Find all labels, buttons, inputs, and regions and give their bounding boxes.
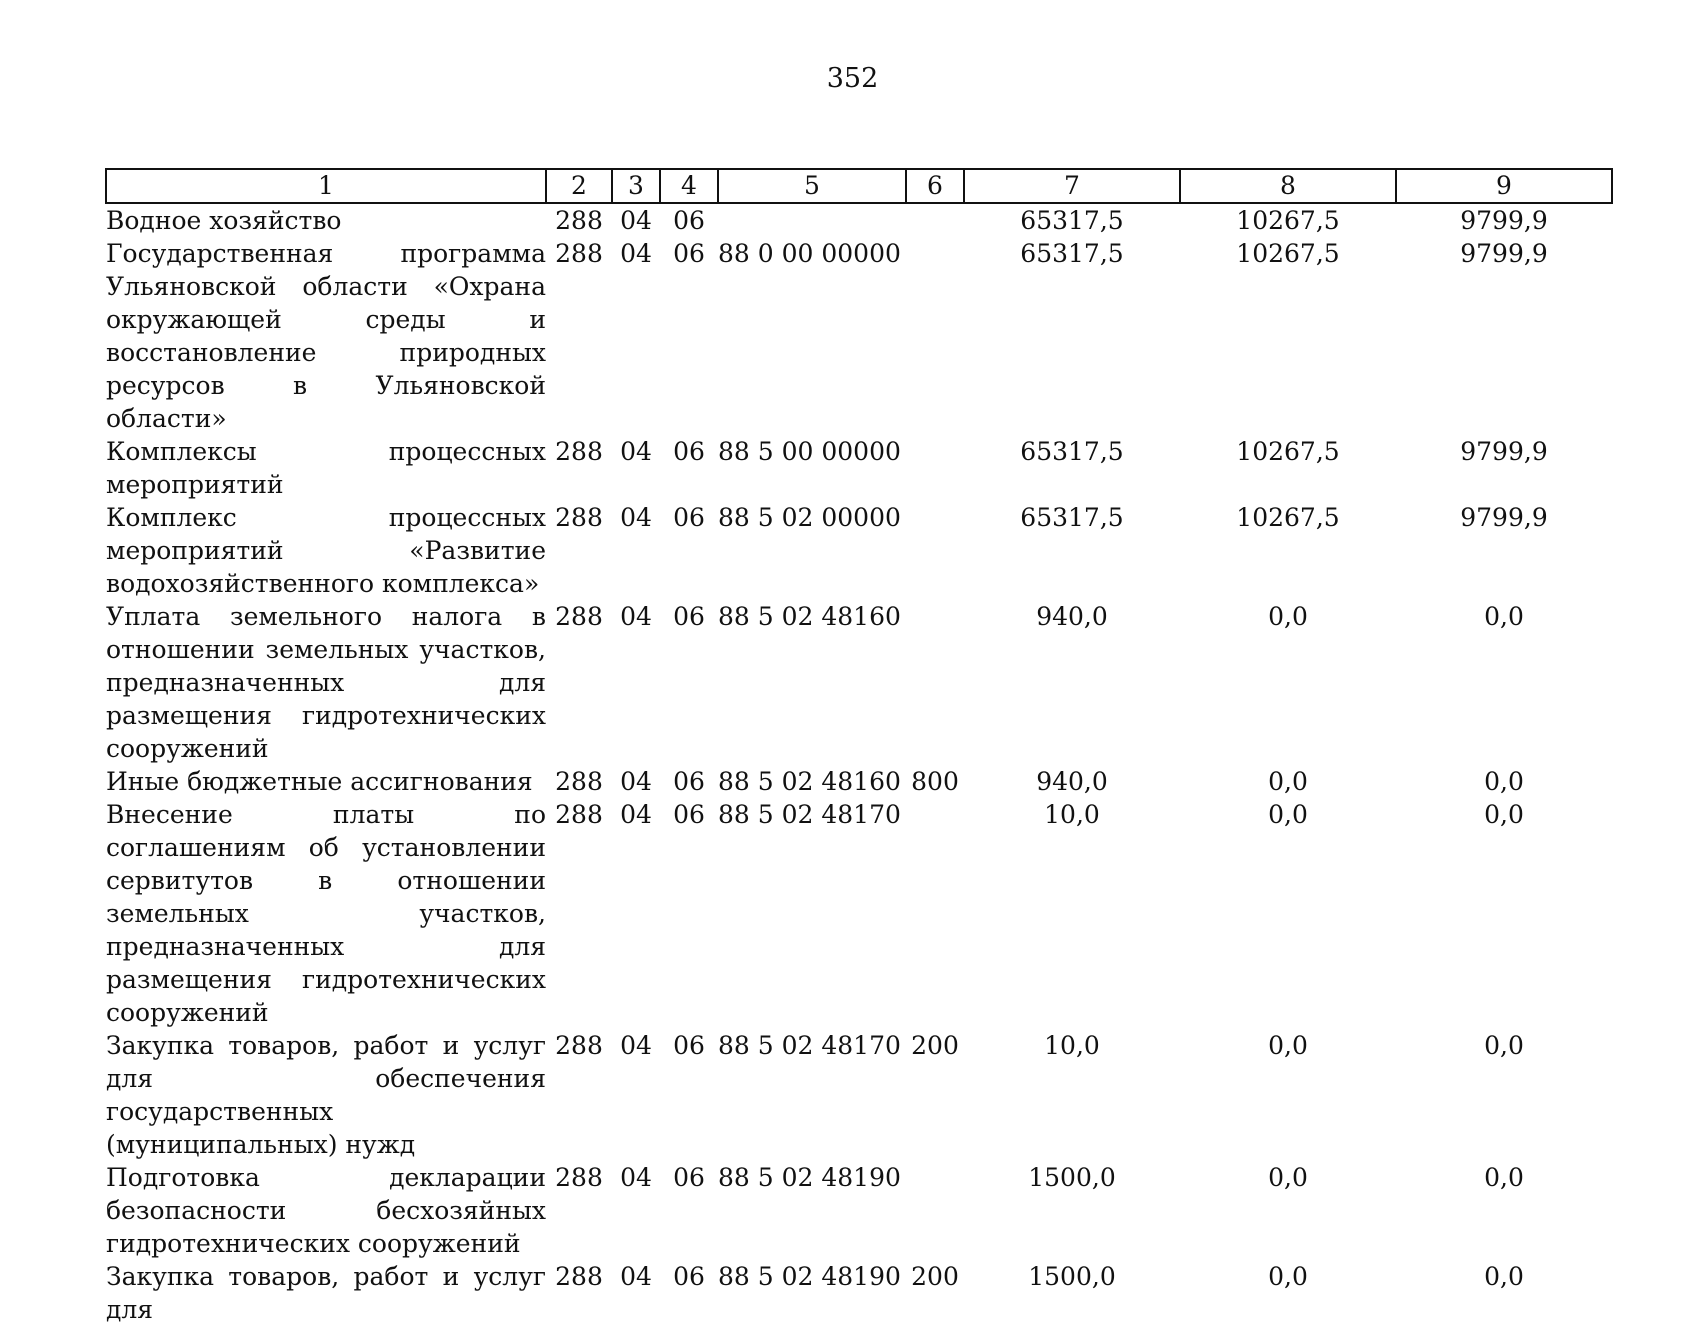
cell-col-5: 88 5 02 48170 — [718, 1031, 901, 1060]
cell-col-7: 65317,5 — [1020, 503, 1124, 532]
column-header: 8 — [1180, 169, 1396, 203]
cell-col-2: 288 — [555, 1031, 603, 1060]
table-row — [106, 435, 1612, 501]
cell-col-9: 9799,9 — [1460, 503, 1548, 532]
cell-col-9: 9799,9 — [1460, 206, 1548, 235]
table-row — [106, 765, 1612, 798]
cell-col-9: 0,0 — [1484, 767, 1524, 796]
cell-col-8: 0,0 — [1268, 602, 1308, 631]
cell-col-6 — [906, 237, 964, 435]
cell-col-3: 04 — [620, 800, 652, 829]
cell-col-7: 1500,0 — [1028, 1262, 1116, 1291]
cell-col-2: 288 — [555, 1262, 603, 1291]
table-row — [106, 1161, 1612, 1260]
cell-col-7: 10,0 — [1044, 1031, 1100, 1060]
cell-col-3: 04 — [620, 1031, 652, 1060]
cell-col-2: 288 — [555, 602, 603, 631]
budget-table — [105, 168, 1613, 1326]
cell-col-6 — [906, 203, 964, 237]
cell-col-3: 04 — [620, 1262, 652, 1291]
table-row — [106, 237, 1612, 435]
cell-col-3: 04 — [620, 602, 652, 631]
table-row — [106, 1260, 1612, 1326]
column-header: 7 — [964, 169, 1180, 203]
cell-col-4: 06 — [673, 1163, 705, 1192]
cell-col-6: 200 — [911, 1031, 959, 1060]
row-name: Водное хозяйство — [106, 206, 342, 235]
cell-col-2: 288 — [555, 206, 603, 235]
cell-col-3: 04 — [620, 239, 652, 268]
row-name: Комплекс процессных мероприятий «Развитие водохозяйственного комплекса» — [106, 503, 546, 598]
cell-col-4: 06 — [673, 602, 705, 631]
cell-col-9: 0,0 — [1484, 1262, 1524, 1291]
cell-col-3: 04 — [620, 1163, 652, 1192]
column-header: 2 — [546, 169, 612, 203]
column-header: 1 — [106, 169, 546, 203]
cell-col-4: 06 — [673, 239, 705, 268]
cell-col-6 — [906, 798, 964, 1029]
cell-col-9: 9799,9 — [1460, 239, 1548, 268]
cell-col-6: 200 — [911, 1262, 959, 1291]
row-name: Закупка товаров, работ и услуг для — [106, 1262, 546, 1324]
table-row — [106, 600, 1612, 765]
cell-col-5: 88 5 02 48170 — [718, 800, 901, 829]
cell-col-4: 06 — [673, 800, 705, 829]
cell-col-3: 04 — [620, 767, 652, 796]
table-header-row — [106, 169, 1612, 203]
cell-col-7: 1500,0 — [1028, 1163, 1116, 1192]
column-header: 3 — [612, 169, 660, 203]
cell-col-2: 288 — [555, 239, 603, 268]
cell-col-8: 0,0 — [1268, 767, 1308, 796]
cell-col-8: 0,0 — [1268, 1262, 1308, 1291]
row-name: Иные бюджетные ассигнования — [106, 767, 533, 796]
cell-col-5: 88 5 00 00000 — [718, 437, 901, 466]
cell-col-7: 940,0 — [1036, 602, 1108, 631]
cell-col-8: 0,0 — [1268, 1031, 1308, 1060]
cell-col-5: 88 5 02 48190 — [718, 1163, 901, 1192]
cell-col-6 — [906, 501, 964, 600]
cell-col-7: 65317,5 — [1020, 206, 1124, 235]
row-name: Комплексы процессных мероприятий — [106, 437, 546, 499]
column-header: 4 — [660, 169, 718, 203]
cell-col-7: 10,0 — [1044, 800, 1100, 829]
cell-col-8: 10267,5 — [1236, 437, 1340, 466]
table-row — [106, 203, 1612, 237]
row-name: Подготовка декларации безопасности бесхозяйных гидротехнических сооружений — [106, 1163, 546, 1258]
cell-col-9: 0,0 — [1484, 1031, 1524, 1060]
cell-col-6 — [906, 600, 964, 765]
cell-col-4: 06 — [673, 767, 705, 796]
table-body — [106, 203, 1612, 1326]
cell-col-4: 06 — [673, 503, 705, 532]
cell-col-8: 10267,5 — [1236, 206, 1340, 235]
cell-col-7: 940,0 — [1036, 767, 1108, 796]
row-name: Закупка товаров, работ и услуг для обеспечения государственных (муниципальных) нужд — [106, 1031, 546, 1159]
cell-col-9: 0,0 — [1484, 1163, 1524, 1192]
cell-col-2: 288 — [555, 1163, 603, 1192]
column-header: 5 — [718, 169, 906, 203]
table-row — [106, 798, 1612, 1029]
cell-col-6 — [906, 435, 964, 501]
cell-col-9: 9799,9 — [1460, 437, 1548, 466]
cell-col-5: 88 5 02 00000 — [718, 503, 901, 532]
cell-col-3: 04 — [620, 437, 652, 466]
cell-col-4: 06 — [673, 437, 705, 466]
cell-col-5 — [718, 203, 906, 237]
cell-col-5: 88 5 02 48190 — [718, 1262, 901, 1291]
cell-col-4: 06 — [673, 1262, 705, 1291]
row-name: Уплата земельного налога в отношении земельных участков, предназначенных для размещения гидротехнических сооружений — [106, 602, 546, 763]
cell-col-2: 288 — [555, 800, 603, 829]
cell-col-8: 0,0 — [1268, 800, 1308, 829]
cell-col-5: 88 5 02 48160 — [718, 767, 901, 796]
table-row — [106, 501, 1612, 600]
cell-col-5: 88 0 00 00000 — [718, 239, 901, 268]
column-header: 9 — [1396, 169, 1612, 203]
page-number: 352 — [826, 63, 879, 94]
cell-col-7: 65317,5 — [1020, 239, 1124, 268]
cell-col-3: 04 — [620, 503, 652, 532]
row-name: Государственная программа Ульяновской области «Охрана окружающей среды и восстановление природных ресурсов в Ульяновской области» — [106, 239, 546, 433]
cell-col-2: 288 — [555, 503, 603, 532]
cell-col-4: 06 — [673, 206, 705, 235]
table-row — [106, 1029, 1612, 1161]
cell-col-9: 0,0 — [1484, 800, 1524, 829]
cell-col-7: 65317,5 — [1020, 437, 1124, 466]
cell-col-8: 0,0 — [1268, 1163, 1308, 1192]
cell-col-5: 88 5 02 48160 — [718, 602, 901, 631]
column-header: 6 — [906, 169, 964, 203]
cell-col-2: 288 — [555, 437, 603, 466]
cell-col-4: 06 — [673, 1031, 705, 1060]
cell-col-8: 10267,5 — [1236, 503, 1340, 532]
cell-col-9: 0,0 — [1484, 602, 1524, 631]
cell-col-6 — [906, 1161, 964, 1260]
cell-col-6: 800 — [911, 767, 959, 796]
row-name: Внесение платы по соглашениям об установлении сервитутов в отношении земельных участков, предназначенных для размещения гидротехнических сооружений — [106, 800, 546, 1027]
cell-col-3: 04 — [620, 206, 652, 235]
cell-col-2: 288 — [555, 767, 603, 796]
cell-col-8: 10267,5 — [1236, 239, 1340, 268]
